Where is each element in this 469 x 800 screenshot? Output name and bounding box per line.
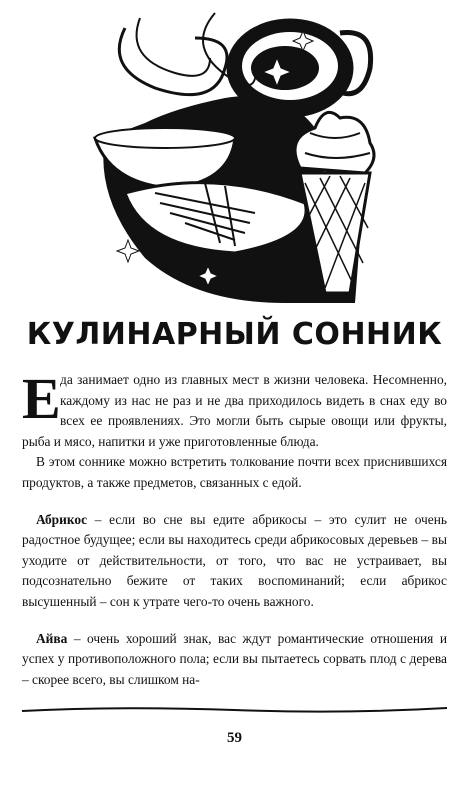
drop-cap: Е	[22, 366, 61, 431]
page-number: 59	[227, 730, 242, 746]
bottom-divider	[22, 706, 447, 714]
entry-term: Абрикос	[36, 511, 88, 527]
entry-apricot	[22, 510, 447, 613]
food-illustration	[85, 8, 385, 303]
entry-quince	[22, 629, 447, 691]
intro-paragraph-1: да занимает одно из главных мест в жизни человека. Несомненно, каждому из нас не раз и не два приходилось видеть в снах еду во всех ее проявлениях. Это могли быть сырые овощи или фрукты, рыба и мясо, напитки и уже приготовленные блюда.	[22, 372, 447, 449]
intro-paragraph-2: В этом соннике можно встретить толкование почти всех приснившихся продуктов, а также предметов, связанных с едой.	[22, 454, 447, 490]
entry-text: – если во сне вы едите абрикосы – это сулит не очень радостное будущее; если вы находитесь среди абрикосовых деревьев – вы уходите от действительности, от того, что вас не устраивает, вы подсознательно бежите от таких воспоминаний; если абрикос высушенный – сон к утрате чего-то очень важного.	[22, 511, 447, 609]
entry-term: Айва	[36, 630, 68, 646]
entry-text: – очень хороший знак, вас ждут романтические отношения и успех у противоположного пола; если вы пытаетесь сорвать плод с дерева – скорее всего, вы слишком на-	[22, 630, 447, 687]
chapter-title: КУЛИНАРНЫЙ СОННИК	[26, 317, 443, 352]
body-text	[22, 366, 447, 690]
